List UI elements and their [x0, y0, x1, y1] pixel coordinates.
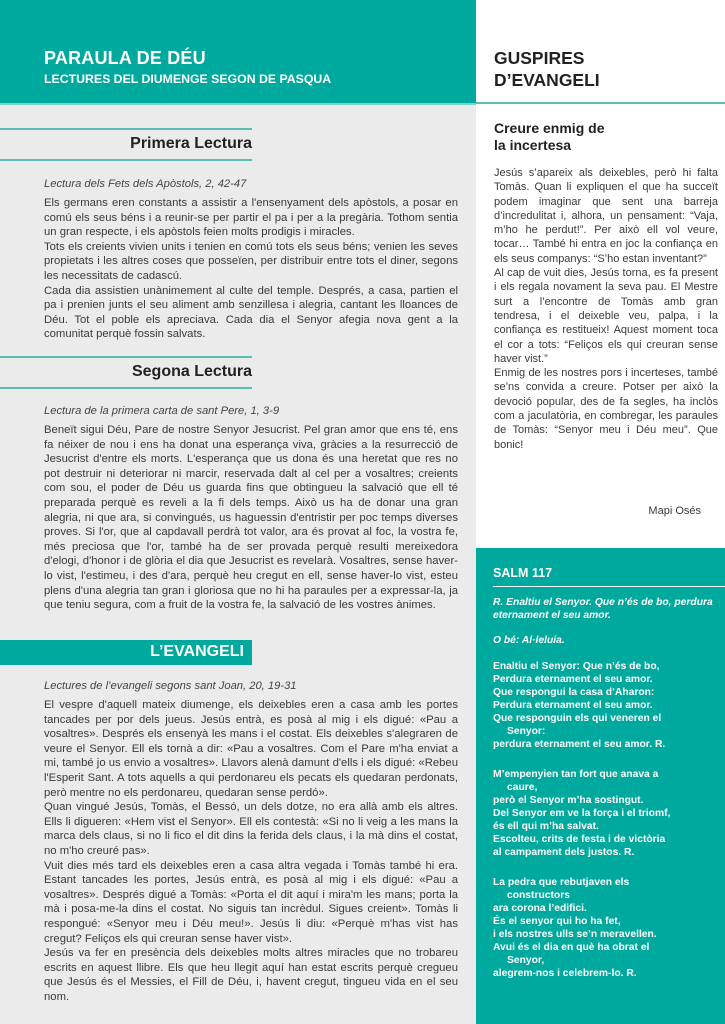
guspires-divider	[476, 102, 725, 104]
psalm-line: Enaltiu el Senyor: Que n’és de bo,	[493, 661, 660, 672]
segona-lectura-heading	[0, 356, 252, 389]
evangeli-reference: Lectures de l’evangeli segons sant Joan, 20, 19-31	[44, 680, 297, 692]
article-title-line: la incertesa	[494, 137, 572, 153]
header-divider	[0, 103, 476, 105]
heading-rule-bottom	[0, 387, 252, 389]
psalm-stanza	[493, 876, 721, 980]
page-title: PARAULA DE DÉU	[44, 48, 206, 68]
psalm-divider	[493, 586, 725, 587]
article-author: Mapi Osés	[648, 505, 701, 517]
primera-lectura-text	[44, 196, 458, 342]
guspires-title-line: GUSPIRES	[494, 48, 585, 68]
evangeli-heading	[0, 640, 252, 665]
primera-lectura-heading	[0, 128, 252, 161]
psalm-line: al campament dels justos. R.	[493, 847, 635, 858]
paragraph: El vespre d'aquell mateix diumenge, els deixebles eren a casa amb les portes tancades per por dels jueus. Jesús entrà, es posà al mig i els digué: «Pau a vosaltres». Després els ensenyà les mans i el costat. Els deixebles s'alegraren de veure el Senyor. Ell els tornà a dir: «Pau a vosaltres. Com el Pare m'ha enviat a mi, també jo us envio a vosaltres». Llavors alenà damunt d'ells i els digué: «Rebeu l'Esperit Sant. A tots aquells a qui perdonareu els pecats els quedaran perdonats, però mentre no els perdonareu, quedaran sense perdó».	[44, 699, 458, 799]
psalm-line: caure,	[507, 782, 538, 793]
psalm-line: Del Senyor em ve la força i el triomf,	[493, 808, 671, 819]
psalm-line: És el senyor qui ho ha fet,	[493, 916, 621, 927]
paragraph: Al cap de vuit dies, Jesús torna, es fa present i els regala novament la seva pau. El Mestre surt a l’encontre de Tomàs amb gran tendresa, i el deixeble veu, palpa, i la confiança es restitueix! Aquest moment toca el cor a tots: “Feliços els qui creuran sense haver vist.”	[494, 267, 718, 365]
page-subtitle: LECTURES DEL DIUMENGE SEGON DE PASQUA	[44, 72, 332, 86]
evangeli-text	[44, 698, 458, 1004]
psalm-line: Senyor,	[507, 955, 545, 966]
paragraph: Quan vingué Jesús, Tomàs, el Bessó, un dels dotze, no era allà amb els altres. Ells li digueren: «Hem vist el Senyor». Ell els contestà: «Si no li veig a les mans la marca dels claus, si no li fico el dit dins la ferida dels claus, i la mà dins el costat, no m'ho creuré pas».	[44, 801, 458, 857]
psalm-stanza	[493, 660, 721, 751]
psalm-line: Que respongui la casa d’Aharon:	[493, 687, 655, 698]
psalm-box	[476, 548, 725, 1024]
psalm-line: Avui és el dia en què ha obrat el	[493, 942, 650, 953]
section-title: Segona Lectura	[131, 363, 252, 380]
guspires-title-line: D’EVANGELI	[494, 70, 600, 90]
psalm-line: Que responguin els qui veneren el	[493, 713, 662, 724]
psalm-line: constructors	[507, 890, 570, 901]
psalm-line: perdura eternament el seu amor. R.	[493, 739, 666, 750]
paragraph: Beneït sigui Déu, Pare de nostre Senyor Jesucrist. Pel gran amor que ens té, ens fa néixer de nou i ens ha donat una esperança viva, gràcies a la resurrecció de Jesucrist d'entre els morts. L'esperança que us dona és una heretat que res no pot destruir ni deteriorar ni marcir, reservada dalt al cel per a vosaltres; creients com sou, el poder de Déu us guarda fins que obtingueu la salvació que ell té preparada perquè es reveli a la fi dels temps. Això us ha de donar una gran alegria, ni que ara, si convingués, us haguessin d'entristir per poc temps diverses proves. Si l'or, que al capdavall perdrà tot valor, ara és provat al foc, la vostra fe, més preciosa que l'or, també ha de ser provada perquè resulti mereixedora d'elogi, d'honor i de glòria el dia que Jesucrist es revelarà. Vosaltres, sense haver-lo vist, l'estimeu, i des d'ara, perquè heu cregut en ell, sense haver-lo vist, esteu plens d'una alegria tan gran i gloriosa que no hi ha paraules per a expressar-la, ja que teniu segura, com a fruit de la vostra fe, la salvació de les vostres ànimes.	[44, 424, 458, 612]
paragraph: Cada dia assistien unànimement al culte del temple. Després, a casa, partien el pa i prenien junts el seu aliment amb senzillesa i alegria, cantant les lloances de Déu. Tot el poble els apreciava. Cada dia el Senyor afegia nova gent a la comunitat perquè fossin salvats.	[44, 284, 458, 341]
psalm-line: La pedra que rebutjaven els	[493, 877, 630, 888]
psalm-line: alegrem-nos i celebrem-lo. R.	[493, 968, 637, 979]
paragraph: Tots els creients vivien units i tenien en comú tots els seus béns; venien les seves propietats i les altres coses que posseïen, per distribuir entre tots el diner, segons les necessitats de cadascú.	[44, 240, 458, 282]
psalm-title: SALM 117	[493, 566, 553, 580]
psalm-line: Escolteu, crits de festa i de victòria	[493, 834, 666, 845]
guspires-title	[494, 47, 600, 91]
psalm-line: Perdura eternament el seu amor.	[493, 674, 653, 685]
psalm-line: Perdura eternament el seu amor.	[493, 700, 653, 711]
psalm-stanza	[493, 768, 721, 859]
paragraph: Jesús va fer en presència dels deixebles molts altres miracles que no trobareu escrits en aquest llibre. Els que heu llegit aquí han estat escrits perquè cregueu que Jesús és el Messies, el Fill de Déu, i, havent cregut, tingueu vida en el seu nom.	[44, 947, 458, 1003]
heading-rule-top	[0, 356, 252, 358]
psalm-line: ara corona l’edifici.	[493, 903, 587, 914]
segona-lectura-reference: Lectura de la primera carta de sant Pere, 1, 3-9	[44, 405, 280, 417]
segona-lectura-text	[44, 423, 458, 613]
psalm-line: però el Senyor m’ha sostingut.	[493, 795, 644, 806]
section-title: Primera Lectura	[130, 135, 252, 152]
paragraph: Els germans eren constants a assistir a l'ensenyament dels apòstols, a posar en comú els seus béns i a reunir-se per partir el pa i per a la pregària. Tothom sentia un gran respecte, i els apòstols feien molts prodigis i miracles.	[44, 197, 458, 239]
heading-rule-top	[0, 128, 252, 130]
paragraph: Vuit dies més tard els deixebles eren a casa altra vegada i Tomàs també hi era. Estant tancades les portes, Jesús entrà, es posà al mig i els digué: «Pau a vosaltres». Després digué a Tomàs: «Porta el dit aquí i mira'm les mans; porta la mà i posa-me-la dins el costat. No siguis tan incrèdul. Sigues creient». Tomàs li respongué: «Senyor meu i Déu meu!». Jesús li diu: «Perquè m'has vist has cregut? Feliços els qui creuran sense haver vist».	[44, 859, 458, 945]
page-header	[0, 0, 476, 103]
psalm-line: M’empenyien tan fort que anava a	[493, 769, 659, 780]
article-text	[494, 166, 718, 452]
article-title-line: Creure enmig de	[494, 120, 605, 136]
psalm-response: R. Enaltiu el Senyor. Que n’és de bo, perdura eternament el seu amor.	[493, 597, 713, 621]
section-title: L’EVANGELI	[150, 643, 244, 660]
primera-lectura-reference: Lectura dels Fets dels Apòstols, 2, 42-47	[44, 178, 247, 190]
paragraph: Jesús s’apareix als deixebles, però hi falta Tomàs. Quan li expliquen el que ha succeït podem imaginar que sent una barreja d’incredulitat i, alhora, un pensament: “Vaja, m’ho he perdut!”. Per això ell vol veure, tocar… També hi entra en joc la confiança en els seus companys: “S’ho estan inventant?”	[494, 167, 718, 265]
psalm-line: és ell qui m’ha salvat.	[493, 821, 599, 832]
heading-rule-bottom	[0, 159, 252, 161]
psalm-alternative: O bé: Al·leluia.	[493, 635, 565, 646]
psalm-line: Senyor:	[507, 726, 546, 737]
psalm-line: i els nostres ulls se’n meravellen.	[493, 929, 657, 940]
paragraph: Enmig de les nostres pors i incerteses, també se’ns convida a creure. Potser per això la devoció popular, des de fa segles, ha inclòs com a jaculatòria, en combregar, les paraules de Tomàs: “Senyor meu i Déu meu”. Que bonic!	[494, 367, 718, 451]
article-title	[494, 120, 604, 154]
